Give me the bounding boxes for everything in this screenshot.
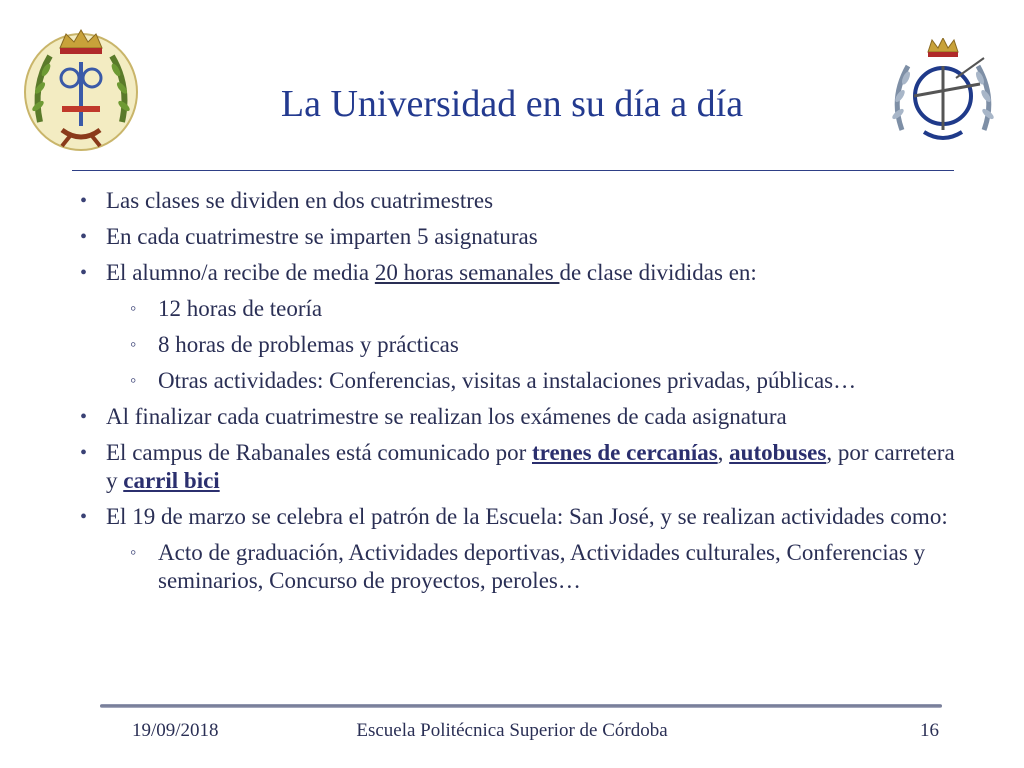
sub-list-item — [80, 331, 960, 359]
sub-bullet-marker: ◦ — [130, 542, 137, 562]
sub-bullet-text: 12 horas de teoría — [158, 296, 323, 321]
list-item — [80, 503, 960, 531]
bullet-marker: • — [80, 190, 88, 212]
bullet-text: Al finalizar cada cuatrimestre se realizan los exámenes de cada asignatura — [106, 404, 787, 429]
footer-divider — [100, 704, 942, 708]
sub-bullet-marker: ◦ — [130, 298, 137, 318]
list-item — [80, 223, 960, 251]
list-item — [80, 187, 960, 215]
engineering-crest-icon — [884, 38, 1002, 150]
list-item — [80, 259, 960, 287]
sub-list-item — [80, 295, 960, 323]
bullet-marker: • — [80, 442, 88, 464]
bullet-marker: • — [80, 262, 88, 284]
trenes-link[interactable]: trenes de cercanías — [532, 440, 718, 465]
slide-title: La Universidad en su día a día — [280, 83, 744, 125]
sub-bullet-marker: ◦ — [130, 334, 137, 354]
list-item — [80, 403, 960, 431]
sub-bullet-text: Otras actividades: Conferencias, visitas a instalaciones privadas, públicas… — [158, 368, 857, 393]
bullet-marker: • — [80, 226, 88, 248]
bullet-text: En cada cuatrimestre se imparten 5 asignaturas — [106, 224, 538, 249]
underlined-text: 20 horas semanales — [374, 260, 560, 285]
carril-bici-link[interactable]: carril bici — [123, 468, 220, 493]
page-number: 16 — [920, 720, 939, 741]
bullet-text: , por carretera y — [106, 440, 955, 493]
university-crest-icon — [22, 26, 140, 152]
title-divider — [72, 170, 954, 171]
sub-list-item — [80, 539, 960, 595]
bullet-text: El 19 de marzo se celebra el patrón de la Escuela: San José, y se realizan actividades como: — [106, 504, 948, 529]
bullet-text: , — [717, 440, 730, 465]
bullet-text: de clase divididas en: — [559, 260, 757, 285]
slide-body — [80, 187, 960, 603]
bullet-marker: • — [80, 406, 88, 428]
list-item — [80, 439, 960, 495]
bullet-text: El alumno/a recibe de media — [106, 260, 375, 285]
autobuses-link[interactable]: autobuses — [729, 440, 827, 465]
bullet-marker: • — [80, 506, 88, 528]
bullet-text: El campus de Rabanales está comunicado por — [106, 440, 532, 465]
footer-school: Escuela Politécnica Superior de Córdoba — [356, 720, 668, 741]
sub-list-item — [80, 367, 960, 395]
bullet-text: Las clases se dividen en dos cuatrimestres — [106, 188, 494, 213]
sub-bullet-text: 8 horas de problemas y prácticas — [158, 332, 459, 357]
footer-date: 19/09/2018 — [132, 720, 219, 741]
sub-bullet-text: Acto de graduación, Actividades deportivas, Actividades culturales, Conferencias y seminarios, Concurso de proyectos, peroles… — [158, 540, 926, 593]
sub-bullet-marker: ◦ — [130, 370, 137, 390]
